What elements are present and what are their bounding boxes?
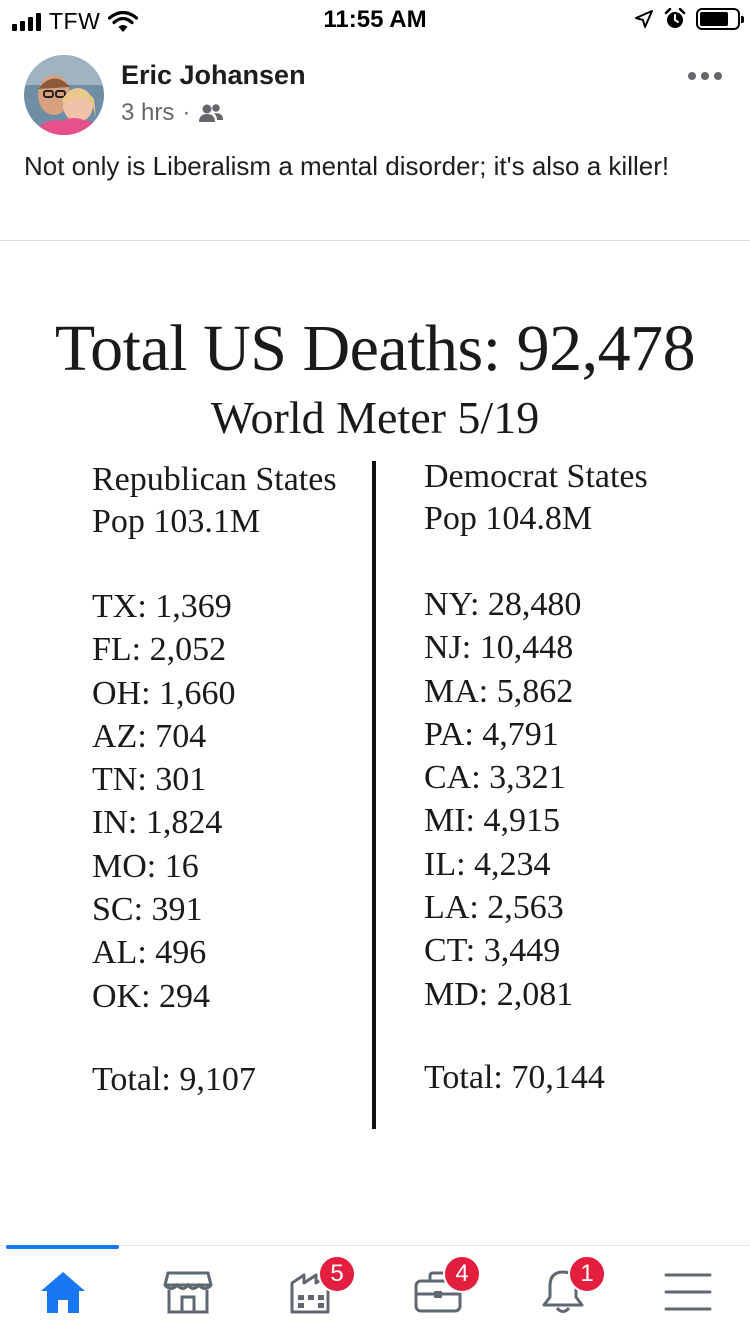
state-row: MO: 16 (92, 847, 199, 885)
nav-home[interactable] (0, 1249, 125, 1334)
column-divider (372, 461, 376, 1129)
state-row: NY: 28,480 (424, 586, 582, 623)
nav-marketplace[interactable] (125, 1249, 250, 1334)
image-title: Total US Deaths: 92,478 (54, 312, 696, 385)
state-row: NJ: 10,448 (424, 629, 574, 667)
post-text: Not only is Liberalism a mental disorder; it's also a killer! (24, 151, 670, 181)
state-row: LA: 2,563 (424, 889, 564, 927)
state-row: CT: 3,449 (424, 932, 561, 970)
right-state-list (424, 583, 581, 1016)
state-row: OH: 1,660 (92, 674, 236, 712)
right-column-header (424, 456, 648, 540)
nav-jobs[interactable] (375, 1249, 500, 1334)
state-row: MI: 4,915 (424, 802, 560, 840)
meta-separator: · (182, 99, 191, 126)
more-dot-icon (688, 72, 696, 80)
more-dot-icon (714, 72, 722, 80)
left-total: Total: 9,107 (92, 1061, 256, 1098)
left-heading: Republican States (92, 461, 337, 498)
state-row: FL: 2,052 (92, 631, 227, 669)
author-avatar[interactable] (24, 55, 104, 135)
battery-icon (696, 8, 740, 30)
left-population: Pop 103.1M (92, 503, 261, 540)
post-time[interactable]: 3 hrs (121, 99, 175, 126)
right-total: Total: 70,144 (424, 1059, 605, 1096)
nav-notifications[interactable] (500, 1249, 625, 1334)
image-subtitle: World Meter 5/19 (210, 392, 540, 443)
right-heading: Democrat States (424, 458, 648, 495)
alarm-icon (664, 8, 686, 30)
state-row: AZ: 704 (92, 717, 207, 755)
nav-pages[interactable] (250, 1249, 375, 1334)
post-meta (121, 99, 224, 127)
state-row: PA: 4,791 (424, 715, 559, 753)
notification-badge: 1 (568, 1255, 606, 1293)
status-time: 11:55 AM (323, 6, 427, 33)
notification-badge: 5 (318, 1255, 356, 1293)
state-row: AL: 496 (92, 934, 207, 972)
notification-badge: 4 (443, 1255, 481, 1293)
status-right (634, 8, 740, 30)
carrier-name: TFW (49, 8, 101, 34)
bottom-nav (0, 1249, 750, 1334)
left-column-header (92, 459, 337, 543)
post-image[interactable] (0, 241, 750, 1245)
status-bar (0, 0, 750, 40)
state-row: TX: 1,369 (92, 588, 232, 625)
left-state-list (92, 585, 236, 1018)
author-name[interactable]: Eric Johansen (121, 60, 306, 90)
location-arrow-icon (634, 9, 654, 29)
state-row: SC: 391 (92, 891, 203, 929)
state-row: IL: 4,234 (424, 845, 551, 883)
state-row: TN: 301 (92, 761, 207, 799)
state-row: MD: 2,081 (424, 975, 574, 1013)
state-row: MA: 5,862 (424, 672, 574, 710)
nav-menu[interactable] (625, 1249, 750, 1334)
menu-icon (663, 1269, 713, 1315)
home-icon (38, 1269, 88, 1315)
state-row: CA: 3,321 (424, 759, 566, 797)
state-row: OK: 294 (92, 977, 211, 1015)
friends-icon[interactable] (198, 103, 224, 123)
more-dot-icon (701, 72, 709, 80)
more-options-button[interactable] (682, 66, 728, 86)
marketplace-icon (163, 1269, 213, 1315)
right-population: Pop 104.8M (424, 500, 593, 537)
state-row: IN: 1,824 (92, 804, 223, 842)
